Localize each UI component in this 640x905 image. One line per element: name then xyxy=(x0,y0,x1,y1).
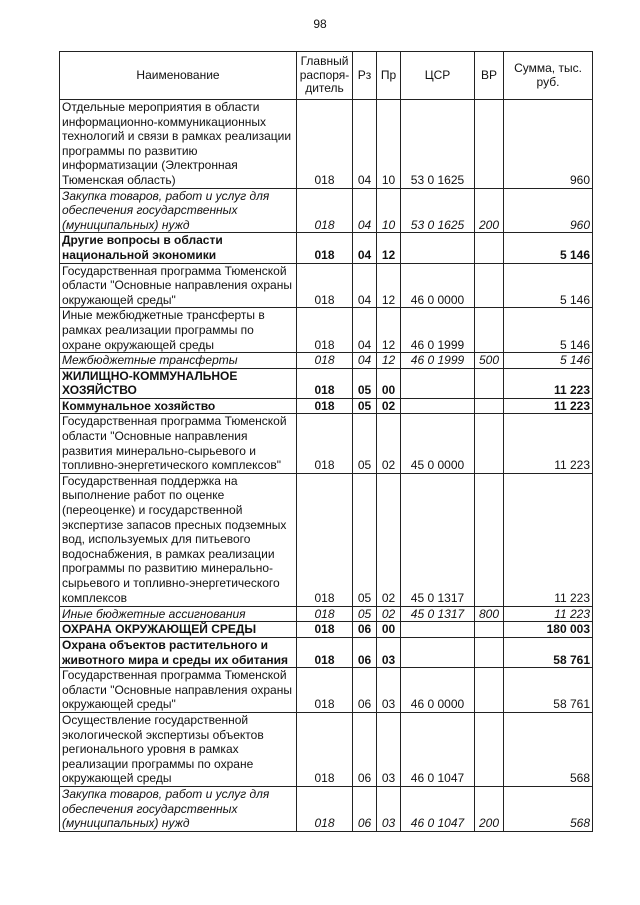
table-row xyxy=(60,622,593,638)
row-pr-cell: 10 xyxy=(377,100,401,189)
row-sum-cell: 960 xyxy=(504,100,593,189)
row-pr-cell: 02 xyxy=(377,473,401,606)
row-name-text: Государственная поддержка на выполнение работ по оценке (переоценке) и государственной экспертизе запасов пресных подземных вод, используемых для питьевого водоснабжения, в рамках реализации программы по развитию минерально-сырьевого и топливно-энергетического комплексов xyxy=(62,473,287,605)
header-administrator: Главный распоря-дитель xyxy=(297,52,353,100)
row-sum-cell: 58 761 xyxy=(504,638,593,668)
row-vr-cell xyxy=(475,368,504,398)
row-administrator-cell: 018 xyxy=(297,473,353,606)
row-csr-cell: 53 0 1625 xyxy=(401,100,475,189)
row-vr-cell xyxy=(475,638,504,668)
row-rz-cell: 04 xyxy=(353,188,377,233)
table-row xyxy=(60,398,593,414)
row-rz-cell: 05 xyxy=(353,606,377,622)
row-administrator-cell: 018 xyxy=(297,786,353,831)
row-name-cell xyxy=(60,308,297,353)
page-number: 98 xyxy=(313,17,327,31)
header-vr: ВР xyxy=(475,52,504,100)
row-rz-cell: 06 xyxy=(353,622,377,638)
row-csr-cell xyxy=(401,398,475,414)
row-csr-cell: 46 0 1999 xyxy=(401,353,475,369)
table-row xyxy=(60,638,593,668)
table-row xyxy=(60,668,593,713)
row-vr-cell: 800 xyxy=(475,606,504,622)
row-pr-cell: 10 xyxy=(377,188,401,233)
table-row xyxy=(60,713,593,787)
table-row xyxy=(60,786,593,831)
row-rz-cell: 05 xyxy=(353,473,377,606)
row-sum-cell: 960 xyxy=(504,188,593,233)
row-vr-cell xyxy=(475,233,504,263)
row-sum-cell: 11 223 xyxy=(504,606,593,622)
row-csr-cell xyxy=(401,233,475,263)
row-vr-cell xyxy=(475,100,504,189)
row-name-cell xyxy=(60,188,297,233)
row-name-text: Государственная программа Тюменской области "Основные направления развития минерально-сырьевого и топливно-энергетического комплексов" xyxy=(62,414,287,473)
row-pr-cell: 03 xyxy=(377,638,401,668)
row-sum-cell: 180 003 xyxy=(504,622,593,638)
header-csr: ЦСР xyxy=(401,52,475,100)
row-name-cell xyxy=(60,353,297,369)
row-sum-cell: 58 761 xyxy=(504,668,593,713)
row-name-text: ЖИЛИЩНО-КОММУНАЛЬНОЕ ХОЗЯЙСТВО xyxy=(62,368,238,398)
table-header-row xyxy=(60,52,593,100)
row-name-cell xyxy=(60,473,297,606)
row-name-text: Государственная программа Тюменской области "Основные направления охраны окружающей среды" xyxy=(62,263,292,307)
row-vr-cell xyxy=(475,398,504,414)
row-administrator-cell: 018 xyxy=(297,353,353,369)
row-sum-cell: 568 xyxy=(504,786,593,831)
row-sum-cell: 11 223 xyxy=(504,473,593,606)
row-sum-cell: 568 xyxy=(504,713,593,787)
row-name-cell xyxy=(60,398,297,414)
budget-table xyxy=(59,51,593,832)
row-csr-cell: 45 0 0000 xyxy=(401,414,475,473)
row-name-cell xyxy=(60,622,297,638)
row-name-text: ОХРАНА ОКРУЖАЮЩЕЙ СРЕДЫ xyxy=(62,622,257,637)
row-name-cell xyxy=(60,713,297,787)
row-rz-cell: 05 xyxy=(353,398,377,414)
row-sum-cell: 5 146 xyxy=(504,353,593,369)
row-administrator-cell: 018 xyxy=(297,668,353,713)
table-row xyxy=(60,188,593,233)
row-name-text: Осуществление государственной экологической экспертизы объектов регионального уровня в рамках реализации программы по охране окружающей среды xyxy=(62,713,264,786)
row-pr-cell: 03 xyxy=(377,786,401,831)
row-administrator-cell: 018 xyxy=(297,188,353,233)
row-csr-cell xyxy=(401,368,475,398)
row-rz-cell: 06 xyxy=(353,638,377,668)
header-sum: Сумма, тыс. руб. xyxy=(504,52,593,100)
row-vr-cell: 200 xyxy=(475,188,504,233)
row-administrator-cell: 018 xyxy=(297,100,353,189)
table-row xyxy=(60,100,593,189)
row-vr-cell xyxy=(475,622,504,638)
row-name-cell xyxy=(60,263,297,308)
row-pr-cell: 03 xyxy=(377,668,401,713)
row-vr-cell xyxy=(475,414,504,473)
row-vr-cell xyxy=(475,713,504,787)
row-sum-cell: 11 223 xyxy=(504,414,593,473)
row-csr-cell: 46 0 1999 xyxy=(401,308,475,353)
row-rz-cell: 04 xyxy=(353,308,377,353)
row-name-text: Закупка товаров, работ и услуг для обеспечения государственных (муниципальных) нужд xyxy=(62,188,270,232)
header-name: Наименование xyxy=(60,52,297,100)
row-administrator-cell: 018 xyxy=(297,606,353,622)
row-name-cell xyxy=(60,100,297,189)
row-name-cell xyxy=(60,368,297,398)
row-csr-cell: 45 0 1317 xyxy=(401,606,475,622)
row-csr-cell: 46 0 0000 xyxy=(401,263,475,308)
row-administrator-cell: 018 xyxy=(297,263,353,308)
row-pr-cell: 02 xyxy=(377,606,401,622)
table-row xyxy=(60,368,593,398)
table-row xyxy=(60,308,593,353)
row-name-cell xyxy=(60,638,297,668)
row-sum-cell: 5 146 xyxy=(504,263,593,308)
row-name-text: Государственная программа Тюменской области "Основные направления охраны окружающей среды" xyxy=(62,668,292,712)
table-row xyxy=(60,233,593,263)
row-vr-cell xyxy=(475,668,504,713)
row-csr-cell: 46 0 1047 xyxy=(401,713,475,787)
row-sum-cell: 11 223 xyxy=(504,368,593,398)
row-name-text: Межбюджетные трансферты xyxy=(62,353,238,368)
row-pr-cell: 02 xyxy=(377,398,401,414)
row-name-cell xyxy=(60,414,297,473)
row-rz-cell: 04 xyxy=(353,100,377,189)
row-rz-cell: 05 xyxy=(353,414,377,473)
table-row xyxy=(60,606,593,622)
row-name-text: Охрана объектов растительного и животного мира и среды их обитания xyxy=(62,638,288,667)
row-pr-cell: 00 xyxy=(377,622,401,638)
row-csr-cell xyxy=(401,622,475,638)
row-name-text: Иные межбюджетные трансферты в рамках реализации программы по охране окружающей среды xyxy=(62,308,265,352)
row-vr-cell xyxy=(475,263,504,308)
table-row xyxy=(60,473,593,606)
row-pr-cell: 12 xyxy=(377,308,401,353)
row-rz-cell: 06 xyxy=(353,713,377,787)
row-administrator-cell: 018 xyxy=(297,308,353,353)
row-vr-cell: 500 xyxy=(475,353,504,369)
table-row xyxy=(60,263,593,308)
row-vr-cell xyxy=(475,308,504,353)
row-rz-cell: 06 xyxy=(353,786,377,831)
row-rz-cell: 06 xyxy=(353,668,377,713)
row-pr-cell: 03 xyxy=(377,713,401,787)
row-name-cell xyxy=(60,233,297,263)
table-body xyxy=(60,100,593,832)
row-administrator-cell: 018 xyxy=(297,233,353,263)
row-administrator-cell: 018 xyxy=(297,713,353,787)
row-name-cell xyxy=(60,668,297,713)
row-rz-cell: 04 xyxy=(353,233,377,263)
row-sum-cell: 5 146 xyxy=(504,308,593,353)
row-name-cell xyxy=(60,606,297,622)
row-rz-cell: 04 xyxy=(353,353,377,369)
row-csr-cell xyxy=(401,638,475,668)
row-csr-cell: 53 0 1625 xyxy=(401,188,475,233)
row-pr-cell: 12 xyxy=(377,233,401,263)
row-rz-cell: 04 xyxy=(353,263,377,308)
row-pr-cell: 02 xyxy=(377,414,401,473)
row-name-text: Коммунальное хозяйство xyxy=(62,398,216,413)
row-administrator-cell: 018 xyxy=(297,398,353,414)
header-rz: Рз xyxy=(353,52,377,100)
row-rz-cell: 05 xyxy=(353,368,377,398)
row-administrator-cell: 018 xyxy=(297,414,353,473)
row-administrator-cell: 018 xyxy=(297,368,353,398)
header-pr: Пр xyxy=(377,52,401,100)
row-name-cell xyxy=(60,786,297,831)
row-csr-cell: 46 0 1047 xyxy=(401,786,475,831)
row-sum-cell: 5 146 xyxy=(504,233,593,263)
row-name-text: Отдельные мероприятия в области информационно-коммуникационных технологий и связи в рамках реализации программы по развитию информатизации (Электронная Тюменская область) xyxy=(62,100,292,187)
table-row xyxy=(60,353,593,369)
row-csr-cell: 46 0 0000 xyxy=(401,668,475,713)
row-pr-cell: 12 xyxy=(377,353,401,369)
row-vr-cell: 200 xyxy=(475,786,504,831)
row-pr-cell: 12 xyxy=(377,263,401,308)
row-vr-cell xyxy=(475,473,504,606)
row-administrator-cell: 018 xyxy=(297,622,353,638)
row-name-text: Другие вопросы в области национальной экономики xyxy=(62,233,223,262)
row-sum-cell: 11 223 xyxy=(504,398,593,414)
row-csr-cell: 45 0 1317 xyxy=(401,473,475,606)
row-pr-cell: 00 xyxy=(377,368,401,398)
table-row xyxy=(60,414,593,473)
row-name-text: Закупка товаров, работ и услуг для обеспечения государственных (муниципальных) нужд xyxy=(62,786,270,831)
row-name-text: Иные бюджетные ассигнования xyxy=(62,606,246,621)
row-administrator-cell: 018 xyxy=(297,638,353,668)
